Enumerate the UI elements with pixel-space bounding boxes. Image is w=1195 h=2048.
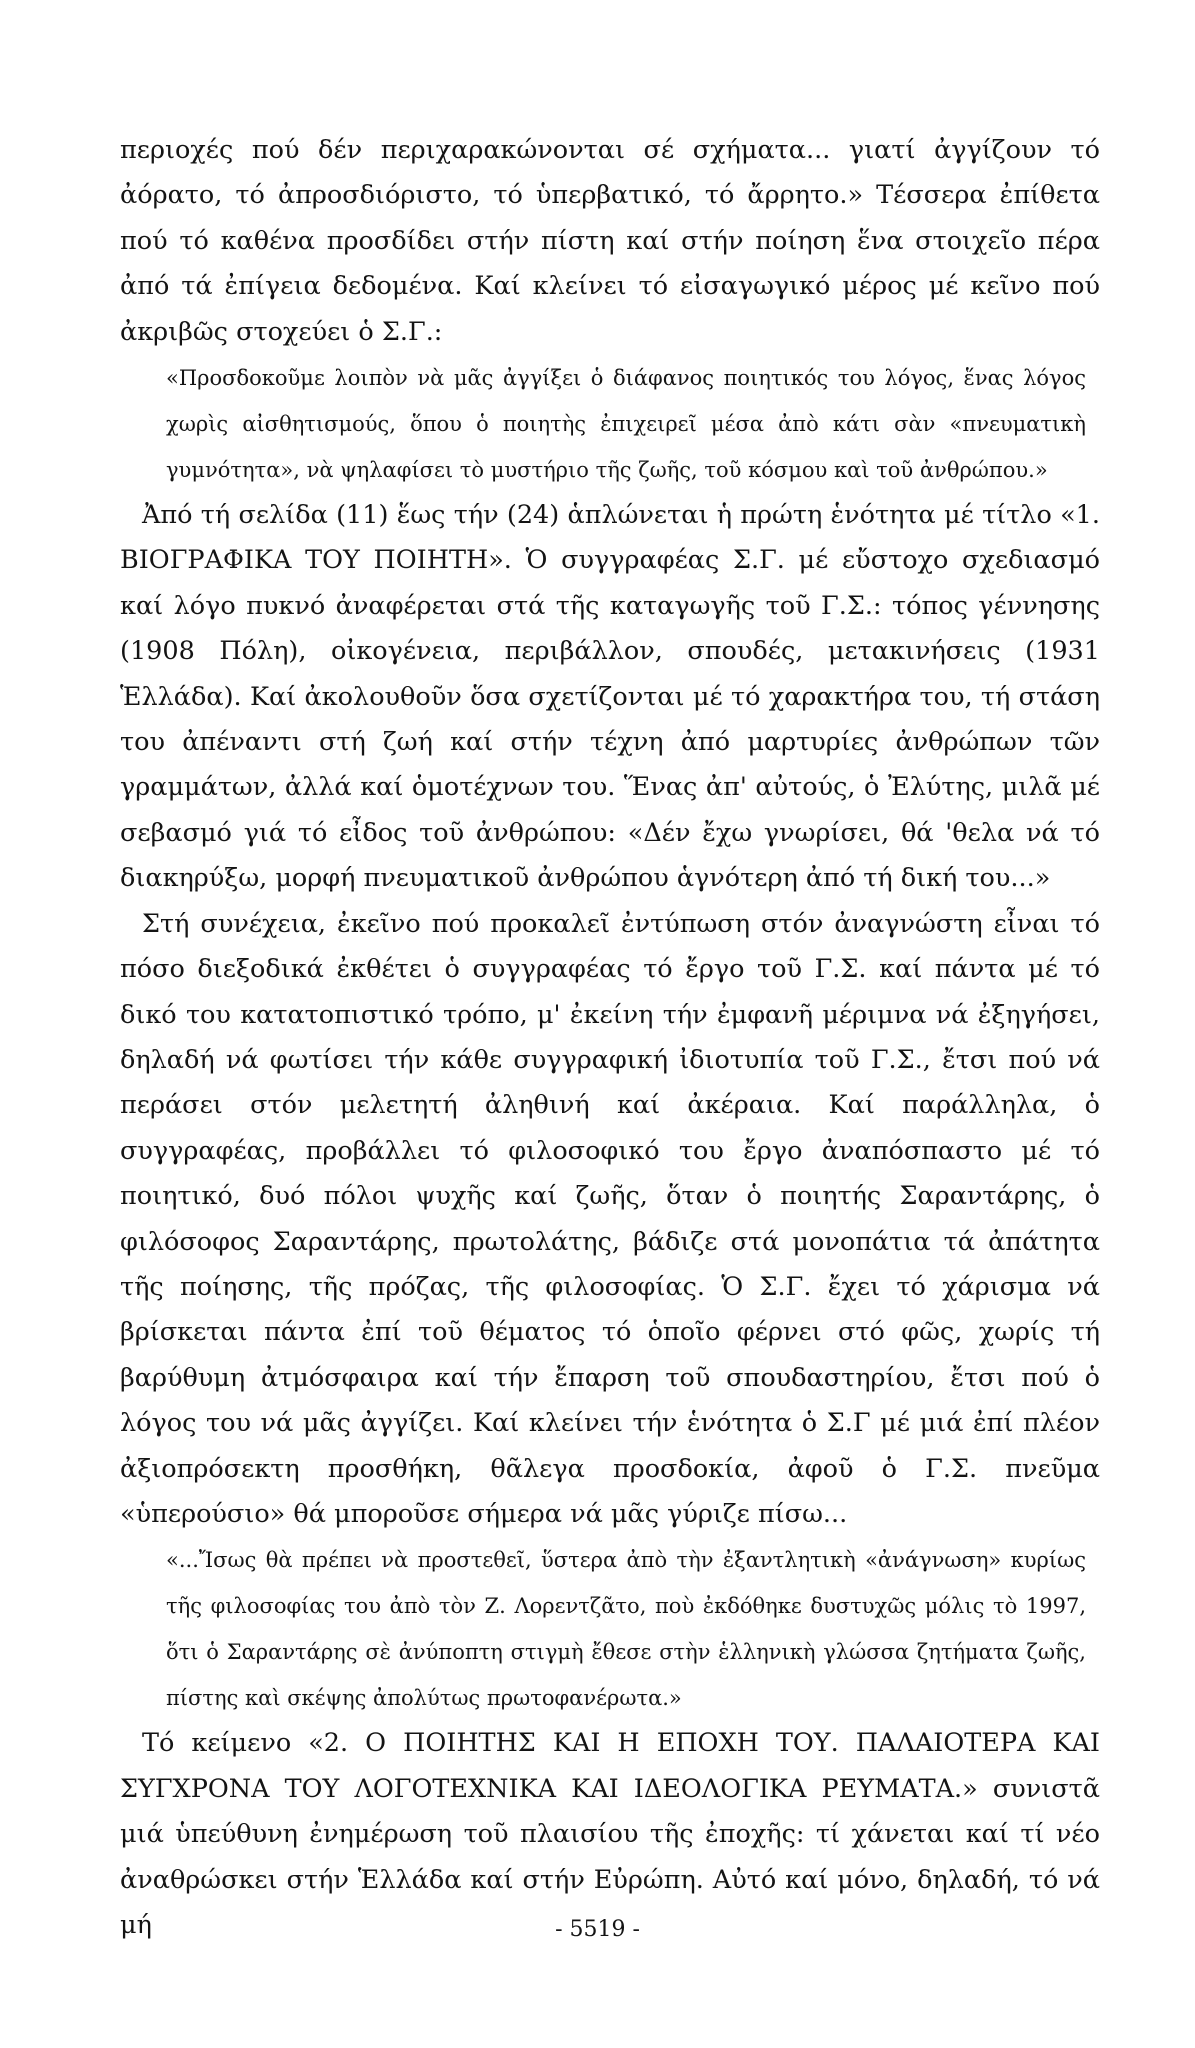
paragraph-epoch: Τό κείμενο «2. Ο ΠΟΙΗΤΗΣ ΚΑΙ Η ΕΠΟΧΗ ΤΟΥ. ΠΑΛΑΙΟΤΕΡΑ ΚΑΙ ΣΥΓΧΡΟΝΑ ΤΟΥ ΛΟΓΟΤΕΧΝΙΚΑ ΚΑΙ ΙΔΕΟΛΟΓΙΚΑ ΡΕΥΜΑΤΑ.» συνιστᾶ μιά ὑπεύθυνη ἐνημέρωση τοῦ πλαισίου τῆς ἐποχῆς: τί χάνεται καί τί νέο ἀναθρώσκει στήν Ἑλλάδα καί στήν Εὐρώπη. Αὐτό καί μόνο, δηλαδή, τό νά μή <box>120 1728 1100 1940</box>
paragraph-works: Στή συνέχεια, ἐκεῖνο πού προκαλεῖ ἐντύπωση στόν ἀναγνώστη εἶναι τό πόσο διεξοδικά ἐκθέτει ὁ συγγραφέας τό ἔργο τοῦ Γ.Σ. καί πάντα μέ τό δικό του κατατοπιστικό τρόπο, μ' ἐκείνη τήν ἐμφανῆ μέριμνα νά ἐξηγήσει, δηλαδή νά φωτίσει τήν κάθε συγγραφική ἰδιοτυπία τοῦ Γ.Σ., ἔτσι πού νά περάσει στόν μελετητή ἀληθινή καί ἀκέραια. Καί παράλληλα, ὁ συγγραφέας, προβάλλει τό φιλοσοφικό του ἔργο ἀναπόσπαστο μέ τό ποιητικό, δυό πόλοι ψυχῆς καί ζωῆς, ὅταν ὁ ποιητής Σαραντάρης, ὁ φιλόσοφος Σαραντάρης, πρωτολάτης, βάδιζε στά μονοπάτια τά ἀπάτητα τῆς ποίησης, τῆς πρόζας, τῆς φιλοσοφίας. Ὁ Σ.Γ. ἔχει τό χάρισμα νά βρίσκεται πάντα ἐπί τοῦ θέματος τό ὁποῖο φέρνει στό φῶς, χωρίς τή βαρύθυμη ἀτμόσφαιρα καί τήν ἔπαρση τοῦ σπουδαστηρίου, ἔτσι πού ὁ λόγος του νά μᾶς ἀγγίζει. Καί κλείνει τήν ἑνότητα ὁ Σ.Γ μέ μιά ἐπί πλέον ἀξιοπρόσεκτη προσθήκη, θᾶλεγα προσδοκία, ἀφοῦ ὁ Γ.Σ. πνεῦμα «ὑπερούσιο» θά μποροῦσε σήμερα νά μᾶς γύριζε πίσω... <box>120 908 1100 1529</box>
paragraph-intro: περιοχές πού δέν περιχαρακώνονται σέ σχήματα... γιατί ἀγγίζουν τό ἀόρατο, τό ἀπροσδιόριστο, τό ὑπερβατικό, τό ἄρρητο.» Τέσσερα ἐπίθετα πού τό καθένα προσδίδει στήν πίστη καί στήν ποίηση ἕνα στοιχεῖο πέρα ἀπό τά ἐπίγεια δεδομένα. Καί κλείνει τό εἰσαγωγικό μέρος μέ κεῖνο πού ἀκριβῶς στοχεύει ὁ Σ.Γ.: <box>120 135 1100 347</box>
block-quote-2: «...Ἴσως θὰ πρέπει νὰ προστεθεῖ, ὕστερα ἀπὸ τὴν ἐξαντλητικὴ «ἀνάγνωση» κυρίως τῆς φιλοσοφίας του ἀπὸ τὸν Ζ. Λορεντζᾶτο, ποὺ ἐκδόθηκε δυστυχῶς μόλις τὸ 1997, ὅτι ὁ Σαραντάρης σὲ ἀνύποπτη στιγμὴ ἔθεσε στὴν ἑλληνικὴ γλώσσα ζητήματα ζωῆς, πίστης καὶ σκέψης ἀπολύτως πρωτοφανέρωτα.» <box>166 1548 1086 1711</box>
paragraph-biography: Ἀπό τή σελίδα (11) ἕως τήν (24) ἁπλώνεται ἡ πρώτη ἑνότητα μέ τίτλο «1. ΒΙΟΓΡΑΦΙΚΑ ΤΟΥ ΠΟΙΗΤΗ». Ὁ συγγραφέας Σ.Γ. μέ εὔστοχο σχεδιασμό καί λόγο πυκνό ἀναφέρεται στά τῆς καταγωγῆς τοῦ Γ.Σ.: τόπος γέννησης (1908 Πόλη), οἰκογένεια, περιβάλλον, σπουδές, μετακινήσεις (1931 Ἑλλάδα). Καί ἀκολουθοῦν ὅσα σχετίζονται μέ τό χαρακτήρα του, τή στάση του ἀπέναντι στή ζωή καί στήν τέχνη ἀπό μαρτυρίες ἀνθρώπων τῶν γραμμάτων, ἀλλά καί ὁμοτέχνων του. Ἕνας ἀπ' αὐτούς, ὁ Ἐλύτης, μιλᾶ μέ σεβασμό γιά τό εἶδος τοῦ ἀνθρώπου: «Δέν ἔχω γνωρίσει, θά 'θελα νά τό διακηρύξω, μορφή πνευματικοῦ ἀνθρώπου ἁγνότερη ἀπό τή δική του...» <box>120 500 1100 894</box>
block-quote-1: «Προσδοκοῦμε λοιπὸν νὰ μᾶς ἀγγίξει ὁ διάφανος ποιητικός του λόγος, ἕνας λόγος χωρὶς αἰσθητισμούς, ὅπου ὁ ποιητὴς ἐπιχειρεῖ μέσα ἀπὸ κάτι σὰν «πνευματικὴ γυμνότητα», νὰ ψηλαφίσει τὸ μυστήριο τῆς ζωῆς, τοῦ κόσμου καὶ τοῦ ἀνθρώπου.» <box>166 366 1086 483</box>
text-body <box>120 128 1100 1948</box>
page-number: - 5519 - <box>555 1917 640 1942</box>
